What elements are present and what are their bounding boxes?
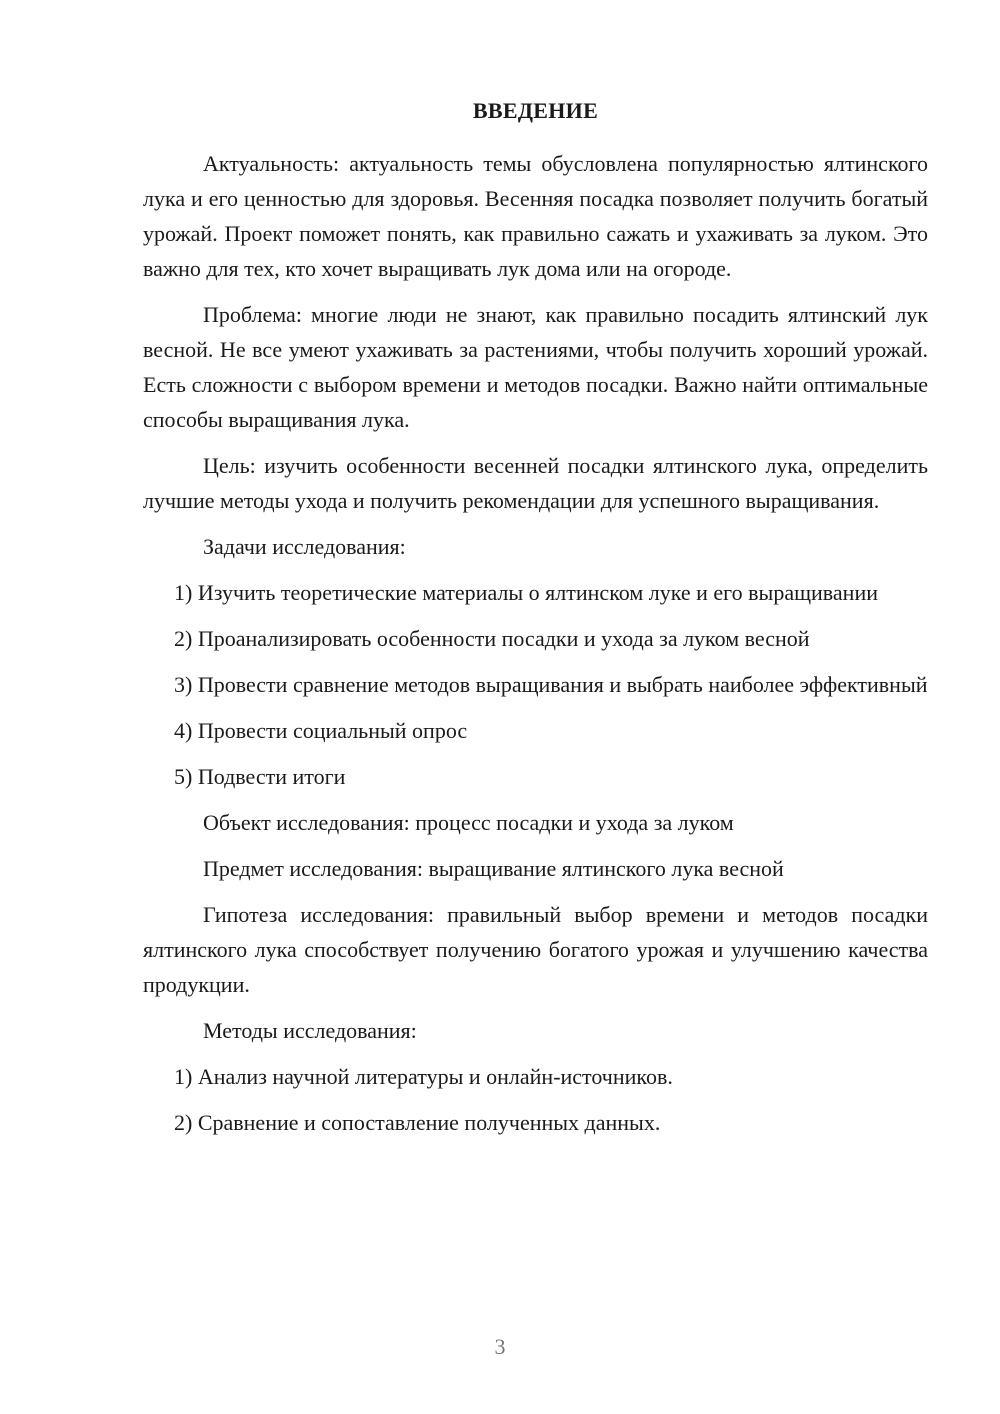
tasks-heading: Задачи исследования: [203, 534, 406, 559]
task-item: 5) Подвести итоги [174, 764, 346, 789]
page-content [143, 93, 928, 1151]
relevance-paragraph: Актуальность: актуальность темы обусловлена популярностью ялтинского лука и его ценностью для здоровья. Весенняя посадка позволяет получить богатый урожай. Проект поможет понять, как правильно сажать и ухаживать за луком. Это важно для тех, кто хочет выращивать лук дома или на огороде. [143, 151, 928, 281]
method-item: 1) Анализ научной литературы и онлайн-источников. [174, 1064, 673, 1089]
method-item: 2) Сравнение и сопоставление полученных данных. [174, 1110, 661, 1135]
research-subject: Предмет исследования: выращивание ялтинского лука весной [203, 856, 784, 881]
task-item: 3) Провести сравнение методов выращивания и выбрать наиболее эффективный [174, 672, 928, 697]
research-object: Объект исследования: процесс посадки и ухода за луком [203, 810, 734, 835]
problem-paragraph: Проблема: многие люди не знают, как правильно посадить ялтинский лук весной. Не все умеют ухаживать за растениями, чтобы получить хороший урожай. Есть сложности с выбором времени и методов посадки. Важно найти оптимальные способы выращивания лука. [143, 302, 928, 432]
page-title: ВВЕДЕНИЕ [472, 98, 599, 123]
task-item: 1) Изучить теоретические материалы о ялтинском луке и его выращивании [174, 580, 878, 605]
task-item: 4) Провести социальный опрос [174, 718, 468, 743]
task-item: 2) Проанализировать особенности посадки и ухода за луком весной [174, 626, 810, 651]
goal-paragraph: Цель: изучить особенности весенней посадки ялтинского лука, определить лучшие методы ухода и получить рекомендации для успешного выращивания. [143, 453, 928, 513]
page-number: 3 [494, 1334, 506, 1359]
methods-heading: Методы исследования: [203, 1018, 417, 1043]
hypothesis-paragraph: Гипотеза исследования: правильный выбор времени и методов посадки ялтинского лука способствует получению богатого урожая и улучшению качества продукции. [143, 902, 928, 997]
